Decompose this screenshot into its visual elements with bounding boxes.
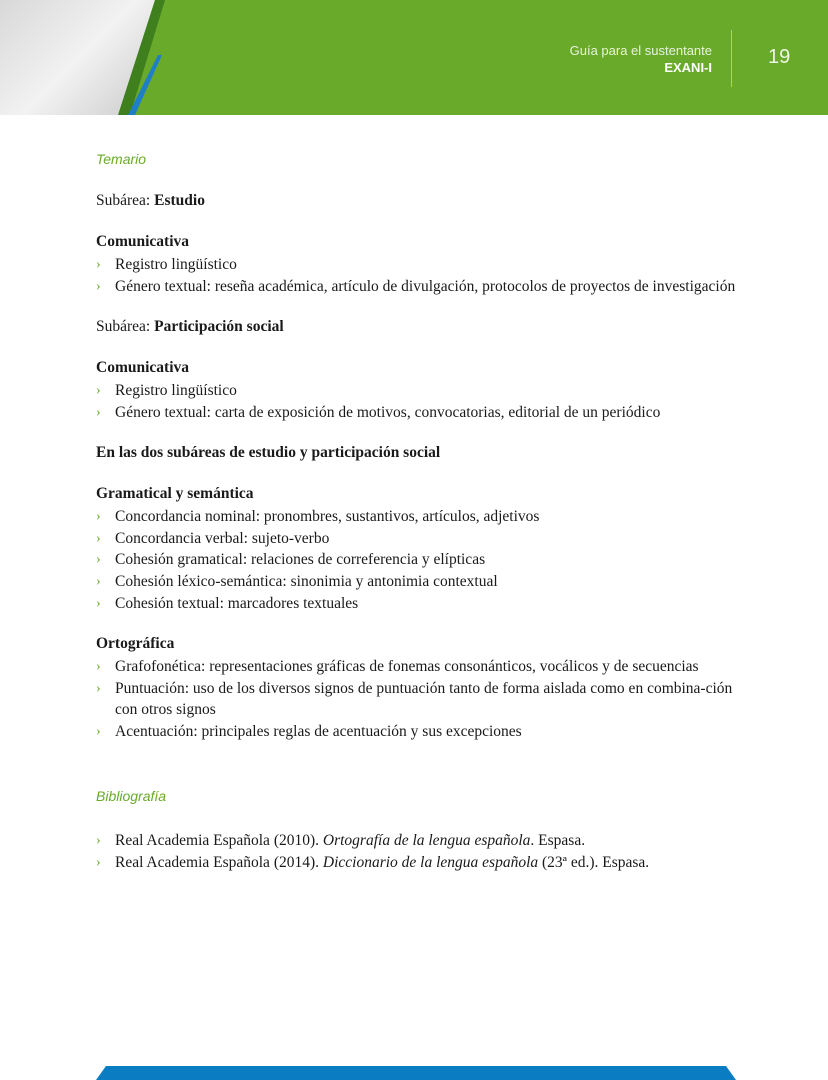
group-heading: Comunicativa bbox=[96, 233, 189, 250]
item-text: Concordancia verbal: sujeto-verbo bbox=[115, 529, 330, 547]
list-item bbox=[96, 276, 746, 298]
list-item bbox=[96, 506, 746, 528]
item-text: Concordancia nominal: pronombres, sustantivos, artículos, adjetivos bbox=[115, 508, 540, 525]
chevron-right-icon: › bbox=[96, 854, 101, 870]
section-heading-temario: Temario bbox=[96, 151, 147, 167]
list-ortografica bbox=[96, 656, 736, 743]
ref-author: Real Academia Española (2010). bbox=[115, 832, 323, 849]
chevron-right-icon: › bbox=[96, 724, 101, 740]
ref-title: Diccionario de la lengua española bbox=[322, 853, 539, 871]
chevron-right-icon: › bbox=[96, 530, 101, 546]
list-item bbox=[96, 571, 746, 593]
header-divider bbox=[731, 30, 732, 87]
guide-title bbox=[570, 42, 712, 76]
chevron-right-icon: › bbox=[96, 659, 101, 674]
item-text: Cohesión léxico-semántica: sinonimia y antonimia contextual bbox=[115, 573, 498, 591]
list-item bbox=[96, 593, 746, 615]
item-text: Género textual: reseña académica, artículo de divulgación, protocolos de proyectos de investigación bbox=[115, 277, 736, 295]
ref-title: Ortografía de la lengua española bbox=[322, 832, 531, 849]
chevron-right-icon: › bbox=[96, 574, 101, 590]
item-text: Acentuación: principales reglas de acentuación y sus excepciones bbox=[115, 723, 522, 741]
chevron-right-icon: › bbox=[96, 833, 101, 848]
list-item bbox=[96, 528, 746, 550]
list-item bbox=[96, 656, 736, 678]
chevron-right-icon: › bbox=[96, 278, 101, 294]
list-bibliografia bbox=[96, 830, 746, 873]
item-text: Registro lingüístico bbox=[115, 382, 237, 399]
chevron-right-icon: › bbox=[96, 404, 101, 420]
page-number: 19 bbox=[768, 46, 791, 68]
subarea-name: Participación social bbox=[154, 318, 284, 335]
item-text: Puntuación: uso de los diversos signos de puntuación tanto de forma aislada como en combina-ción con otros signos bbox=[115, 679, 733, 719]
group-heading: Comunicativa bbox=[96, 359, 189, 376]
item-text: Género textual: carta de exposición de motivos, convocatorias, editorial de un periódico bbox=[115, 403, 661, 421]
exam-name: EXANI-I bbox=[664, 60, 712, 75]
subarea-label: Subárea: bbox=[96, 318, 155, 335]
section-heading-bibliografia: Bibliografía bbox=[96, 788, 167, 804]
item-text: Cohesión textual: marcadores textuales bbox=[115, 594, 359, 612]
list-item bbox=[96, 254, 746, 276]
list-item bbox=[96, 380, 746, 402]
list-item bbox=[96, 549, 746, 571]
group-heading: Gramatical y semántica bbox=[96, 485, 254, 502]
item-text: Registro lingüístico bbox=[115, 256, 237, 273]
item-text: Cohesión gramatical: relaciones de correferencia y elípticas bbox=[115, 551, 486, 569]
list-sub2 bbox=[96, 380, 746, 423]
item-text: Grafofonética: representaciones gráficas de fonemas consonánticos, vocálicos y de secuencias bbox=[115, 658, 699, 675]
both-subareas-heading: En las dos subáreas de estudio y participación social bbox=[96, 444, 441, 461]
subarea-estudio bbox=[96, 192, 205, 210]
group-heading: Ortográfica bbox=[96, 635, 175, 652]
chevron-right-icon: › bbox=[96, 509, 101, 524]
ref-rest: . Espasa. bbox=[530, 832, 586, 849]
chevron-right-icon: › bbox=[96, 383, 101, 398]
subarea-participacion bbox=[96, 318, 284, 336]
list-sub1 bbox=[96, 254, 746, 297]
guide-title-text: Guía para el sustentante bbox=[569, 43, 712, 58]
chevron-right-icon: › bbox=[96, 552, 101, 568]
list-gramatical bbox=[96, 506, 746, 615]
ref-rest: (23ª ed.). Espasa. bbox=[538, 853, 650, 871]
ref-author: Real Academia Española (2014). bbox=[115, 853, 323, 871]
list-item bbox=[96, 721, 736, 743]
list-item bbox=[96, 678, 736, 721]
bibliography-item bbox=[96, 852, 746, 874]
chevron-right-icon: › bbox=[96, 680, 101, 696]
bibliography-item bbox=[96, 830, 746, 852]
chevron-right-icon: › bbox=[96, 595, 101, 611]
chevron-right-icon: › bbox=[96, 257, 101, 272]
subarea-name: Estudio bbox=[154, 192, 205, 209]
list-item bbox=[96, 402, 746, 424]
subarea-label: Subárea: bbox=[96, 192, 155, 209]
